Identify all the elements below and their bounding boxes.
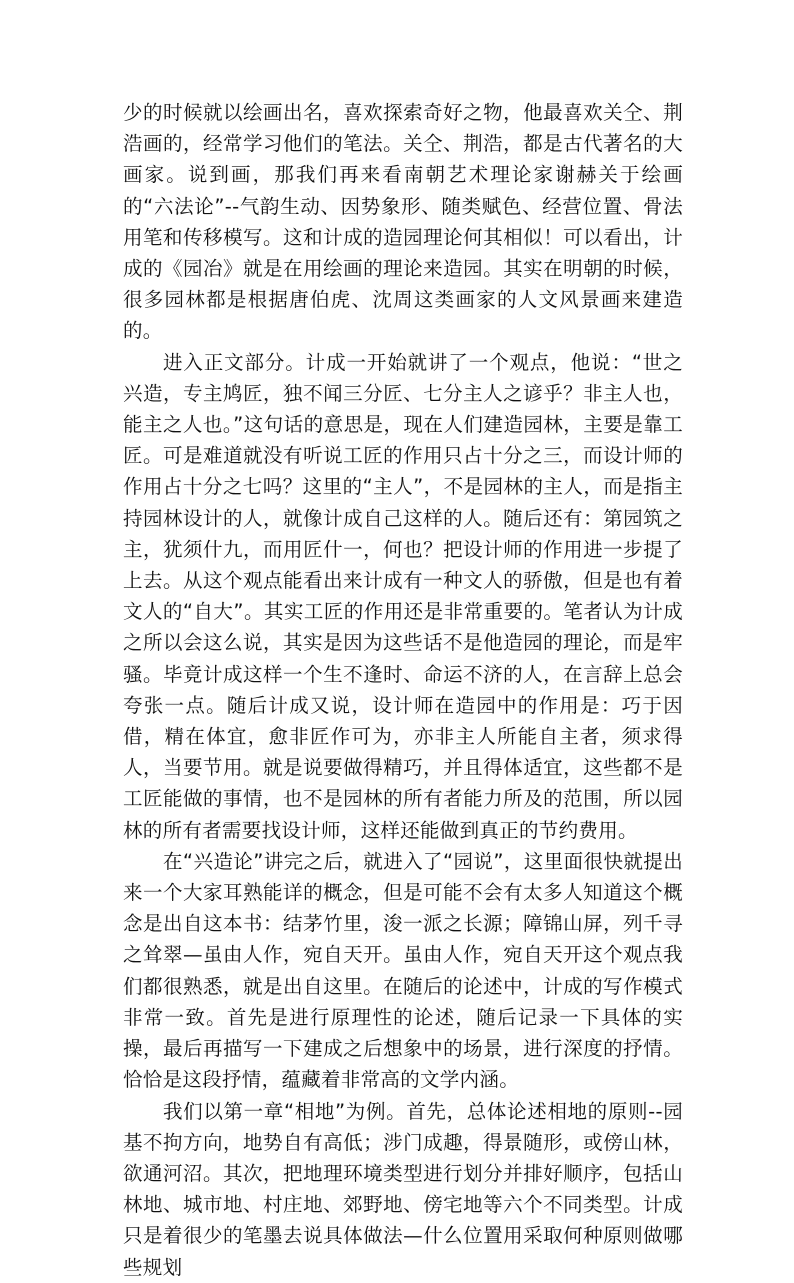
document-page (123, 97, 683, 1283)
paragraph-2: 进入正文部分。计成一开始就讲了一个观点，他说：“世之兴造，专主鸠匠，独不闻三分匠、七分主人之谚乎？非主人也，能主之人也。”这句话的意思是，现在人们建造园林，主要是靠工匠。可是难道就没有听说工匠的作用只占十分之三，而设计师的作用占十分之七吗？这里的“主人”，不是园林的主人，而是指主持园林设计的人，就像计成自己这样的人。随后还有：第园筑之主，犹须什九，而用匠什一，何也？把设计师的作用进一步提了上去。从这个观点能看出来计成有一种文人的骄傲，但是也有着文人的“自大”。其实工匠的作用还是非常重要的。笔者认为计成之所以会这么说，其实是因为这些话不是他造园的理论，而是牢骚。毕竟计成这样一个生不逢时、命运不济的人，在言辞上总会夸张一点。随后计成又说，设计师在造园中的作用是：巧于因借，精在体宜，愈非匠作可为，亦非主人所能自主者，须求得人，当要节用。就是说要做得精巧，并且得体适宜，这些都不是工匠能做的事情，也不是园林的所有者能力所及的范围，所以园林的所有者需要找设计师，这样还能做到真正的节约费用。 (123, 350, 683, 842)
paragraph-1: 少的时候就以绘画出名，喜欢探索奇好之物，他最喜欢关仝、荆浩画的，经常学习他们的笔法。关仝、荆浩，都是古代著名的大画家。说到画，那我们再来看南朝艺术理论家谢赫关于绘画的“六法论”--气韵生动、因势象形、随类赋色、经营位置、骨法用笔和传移模写。这和计成的造园理论何其相似！可以看出，计成的《园冶》就是在用绘画的理论来造园。其实在明朝的时候，很多园林都是根据唐伯虎、沈周这类画家的人文风景画来建造的。 (123, 101, 683, 343)
paragraph-3: 在“兴造论”讲完之后，就进入了“园说”，这里面很快就提出来一个大家耳熟能详的概念，但是可能不会有太多人知道这个概念是出自这本书：结茅竹里，浚一派之长源；障锦山屏，列千寻之耸翠—虽由人作，宛自天开。虽由人作，宛自天开这个观点我们都很熟悉，就是出自这里。在随后的论述中，计成的写作模式非常一致。首先是进行原理性的论述，随后记录一下具体的实操，最后再描写一下建成之后想象中的场景，进行深度的抒情。恰恰是这段抒情，蕴藏着非常高的文学内涵。 (123, 849, 683, 1092)
paragraph-4: 我们以第一章“相地”为例。首先，总体论述相地的原则--园基不拘方向，地势自有高低；涉门成趣，得景随形，或傍山林，欲通河沼。其次，把地理环境类型进行划分并排好顺序，包括山林地、城市地、村庄地、郊野地、傍宅地等六个不同类型。计成只是着很少的笔墨去说具体做法—什么位置用采取何种原则做哪些规划 (123, 1099, 683, 1279)
